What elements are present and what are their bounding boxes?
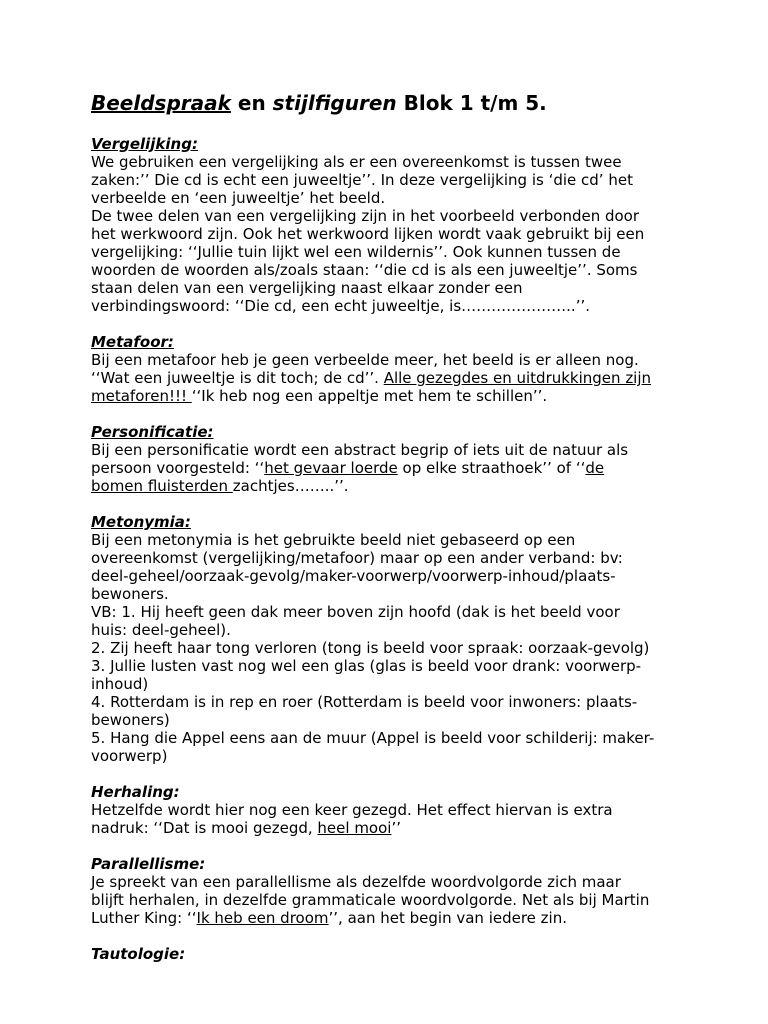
text-line: verbeelde en ‘een juweeltje’ het beeld. (91, 189, 386, 207)
text-span: ‘‘Ik heb nog een appeltje met hem te schillen’’. (191, 387, 548, 405)
heading-metafoor: Metafoor: (91, 333, 174, 351)
title-blok: Blok 1 t/m 5. (396, 91, 547, 115)
text-line: vergelijking: ‘‘Jullie tuin lijkt wel een wildernis’’. Ook kunnen tussen de (91, 243, 621, 261)
text-line: inhoud) (91, 675, 149, 693)
title-en: en (230, 91, 273, 115)
text-line: staan delen van een vergelijking naast elkaar zonder een (91, 279, 523, 297)
section-tautologie (91, 945, 698, 963)
text-line: voorwerp) (91, 747, 168, 765)
heading-vergelijking: Vergelijking: (91, 135, 198, 153)
section-herhaling (91, 783, 698, 837)
text-line: Bij een metonymia is het gebruikte beeld niet gebaseerd op een (91, 531, 576, 549)
text-line (91, 459, 698, 477)
text-line: Je spreekt van een parallellisme als dezelfde woordvolgorde zich maar (91, 873, 621, 891)
text-line (91, 369, 698, 387)
title-stijlfiguren: stijlfiguren (272, 91, 397, 115)
text-line: We gebruiken een vergelijking als er een overeenkomst is tussen twee (91, 153, 622, 171)
text-line: het werkwoord zijn. Ook het werkwoord lijken wordt vaak gebruikt bij een (91, 225, 645, 243)
underlined-text: bomen fluisterden (91, 477, 233, 495)
section-metafoor (91, 333, 698, 405)
text-line: verbindingswoord: ‘‘Die cd, een echt juweeltje, is…………………..’’. (91, 297, 590, 315)
underlined-text: het gevaar loerde (264, 459, 398, 477)
text-span: ’’, aan het begin van iedere zin. (328, 909, 567, 927)
text-line (91, 909, 698, 927)
section-metonymia (91, 513, 698, 765)
text-line: zaken:’’ Die cd is echt een juweeltje’’. In deze vergelijking is ‘die cd’ het (91, 171, 633, 189)
text-line: woorden de woorden als/zoals staan: ‘‘die cd is als een juweeltje’’. Soms (91, 261, 638, 279)
page-title (91, 89, 698, 117)
text-span: nadruk: ‘‘Dat is mooi gezegd, (91, 819, 318, 837)
underlined-text: heel mooi (317, 819, 392, 837)
heading-herhaling: Herhaling: (91, 783, 180, 801)
text-line: bewoners. (91, 585, 169, 603)
text-line: overeenkomst (vergelijking/metafoor) maar op een ander verband: bv: (91, 549, 623, 567)
text-line: bewoners) (91, 711, 170, 729)
text-span: zachtjes……..’’. (232, 477, 349, 495)
text-line: 2. Zij heeft haar tong verloren (tong is beeld voor spraak: oorzaak-gevolg) (91, 639, 650, 657)
text-line: Bij een personificatie wordt een abstract begrip of iets uit de natuur als (91, 441, 629, 459)
section-parallellisme (91, 855, 698, 927)
text-line: 3. Jullie lusten vast nog wel een glas (glas is beeld voor drank: voorwerp- (91, 657, 642, 675)
underlined-text: metaforen!!! (91, 387, 192, 405)
text-line: 5. Hang die Appel eens aan de muur (Appel is beeld voor schilderij: maker- (91, 729, 655, 747)
section-vergelijking (91, 135, 698, 315)
heading-metonymia: Metonymia: (91, 513, 191, 531)
heading-personificatie: Personificatie: (91, 423, 214, 441)
text-span: ’’ (391, 819, 402, 837)
text-line: 4. Rotterdam is in rep en roer (Rotterdam is beeld voor inwoners: plaats- (91, 693, 638, 711)
underlined-text: de (585, 459, 605, 477)
text-span: persoon voorgesteld: ‘‘ (91, 459, 265, 477)
text-line: blijft herhalen, in dezelfde grammaticale woordvolgorde. Net als bij Martin (91, 891, 650, 909)
heading-tautologie: Tautologie: (91, 945, 186, 963)
text-line (91, 477, 698, 495)
heading-parallellisme: Parallellisme: (91, 855, 206, 873)
text-line (91, 387, 698, 405)
title-beeldspraak: Beeldspraak (91, 91, 231, 115)
text-span: ‘‘Wat een juweeltje is dit toch; de cd’’. (91, 369, 384, 387)
text-line: Bij een metafoor heb je geen verbeelde meer, het beeld is er alleen nog. (91, 351, 639, 369)
text-line: VB: 1. Hij heeft geen dak meer boven zijn hoofd (dak is het beeld voor (91, 603, 620, 621)
text-line: Hetzelfde wordt hier nog een keer gezegd. Het effect hiervan is extra (91, 801, 613, 819)
text-line: De twee delen van een vergelijking zijn in het voorbeeld verbonden door (91, 207, 640, 225)
underlined-text: Alle gezegdes en uitdrukkingen zijn (383, 369, 652, 387)
text-line: huis: deel-geheel). (91, 621, 231, 639)
text-line (91, 819, 698, 837)
underlined-text: Ik heb een droom (196, 909, 329, 927)
text-span: Luther King: ‘‘ (91, 909, 197, 927)
section-personificatie (91, 423, 698, 495)
text-line: deel-geheel/oorzaak-gevolg/maker-voorwerp/voorwerp-inhoud/plaats- (91, 567, 616, 585)
text-span: op elke straathoek’’ of ‘‘ (397, 459, 586, 477)
